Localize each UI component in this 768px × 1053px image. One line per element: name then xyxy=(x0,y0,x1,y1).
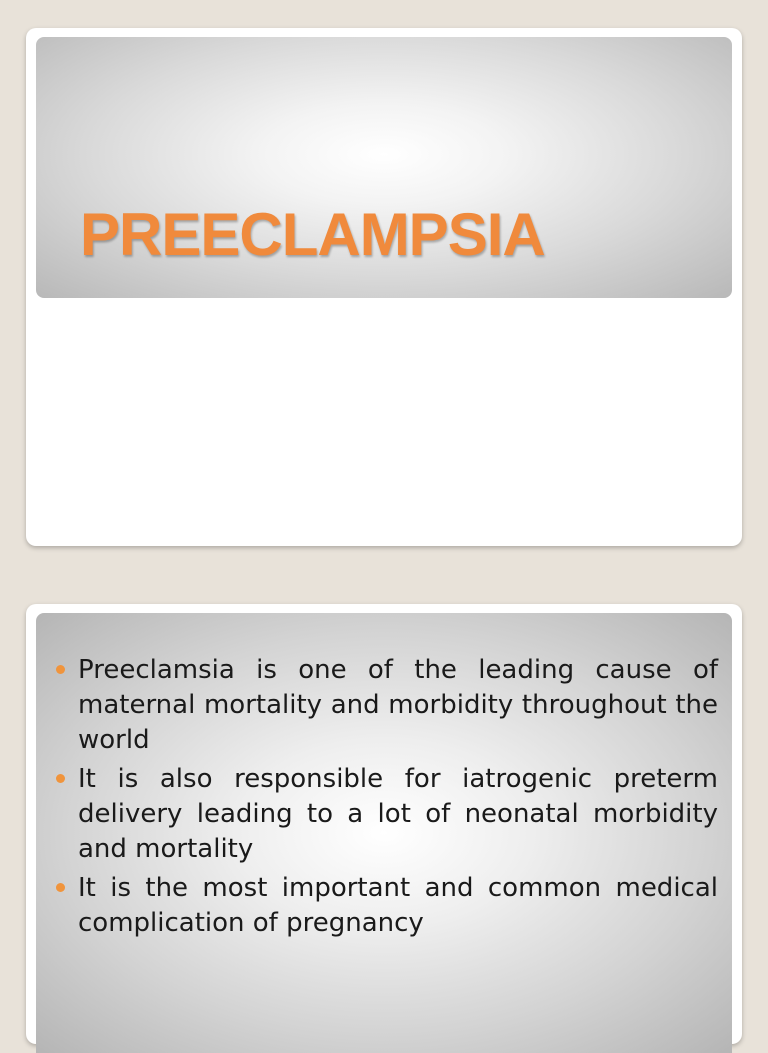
bullet-dot-icon xyxy=(56,665,65,674)
bullet-item xyxy=(78,871,718,941)
bullet-item xyxy=(78,762,718,867)
slide-title-text: PREECLAMPSIA xyxy=(80,201,545,268)
slide-title xyxy=(26,28,742,546)
bullet-text: Preeclamsia is one of the leading cause of maternal mortality and morbidity throughout the world xyxy=(78,655,718,755)
bullet-dot-icon xyxy=(56,774,65,783)
slide-bullets xyxy=(26,604,742,1044)
bullet-dot-icon xyxy=(56,883,65,892)
content-panel xyxy=(36,613,732,1053)
bullet-list xyxy=(78,653,718,945)
title-panel xyxy=(36,37,732,298)
bullet-text: It is the most important and common medical complication of pregnancy xyxy=(78,873,718,938)
bullet-item xyxy=(78,653,718,758)
bullet-text: It is also responsible for iatrogenic preterm delivery leading to a lot of neonatal morbidity and mortality xyxy=(78,764,718,864)
